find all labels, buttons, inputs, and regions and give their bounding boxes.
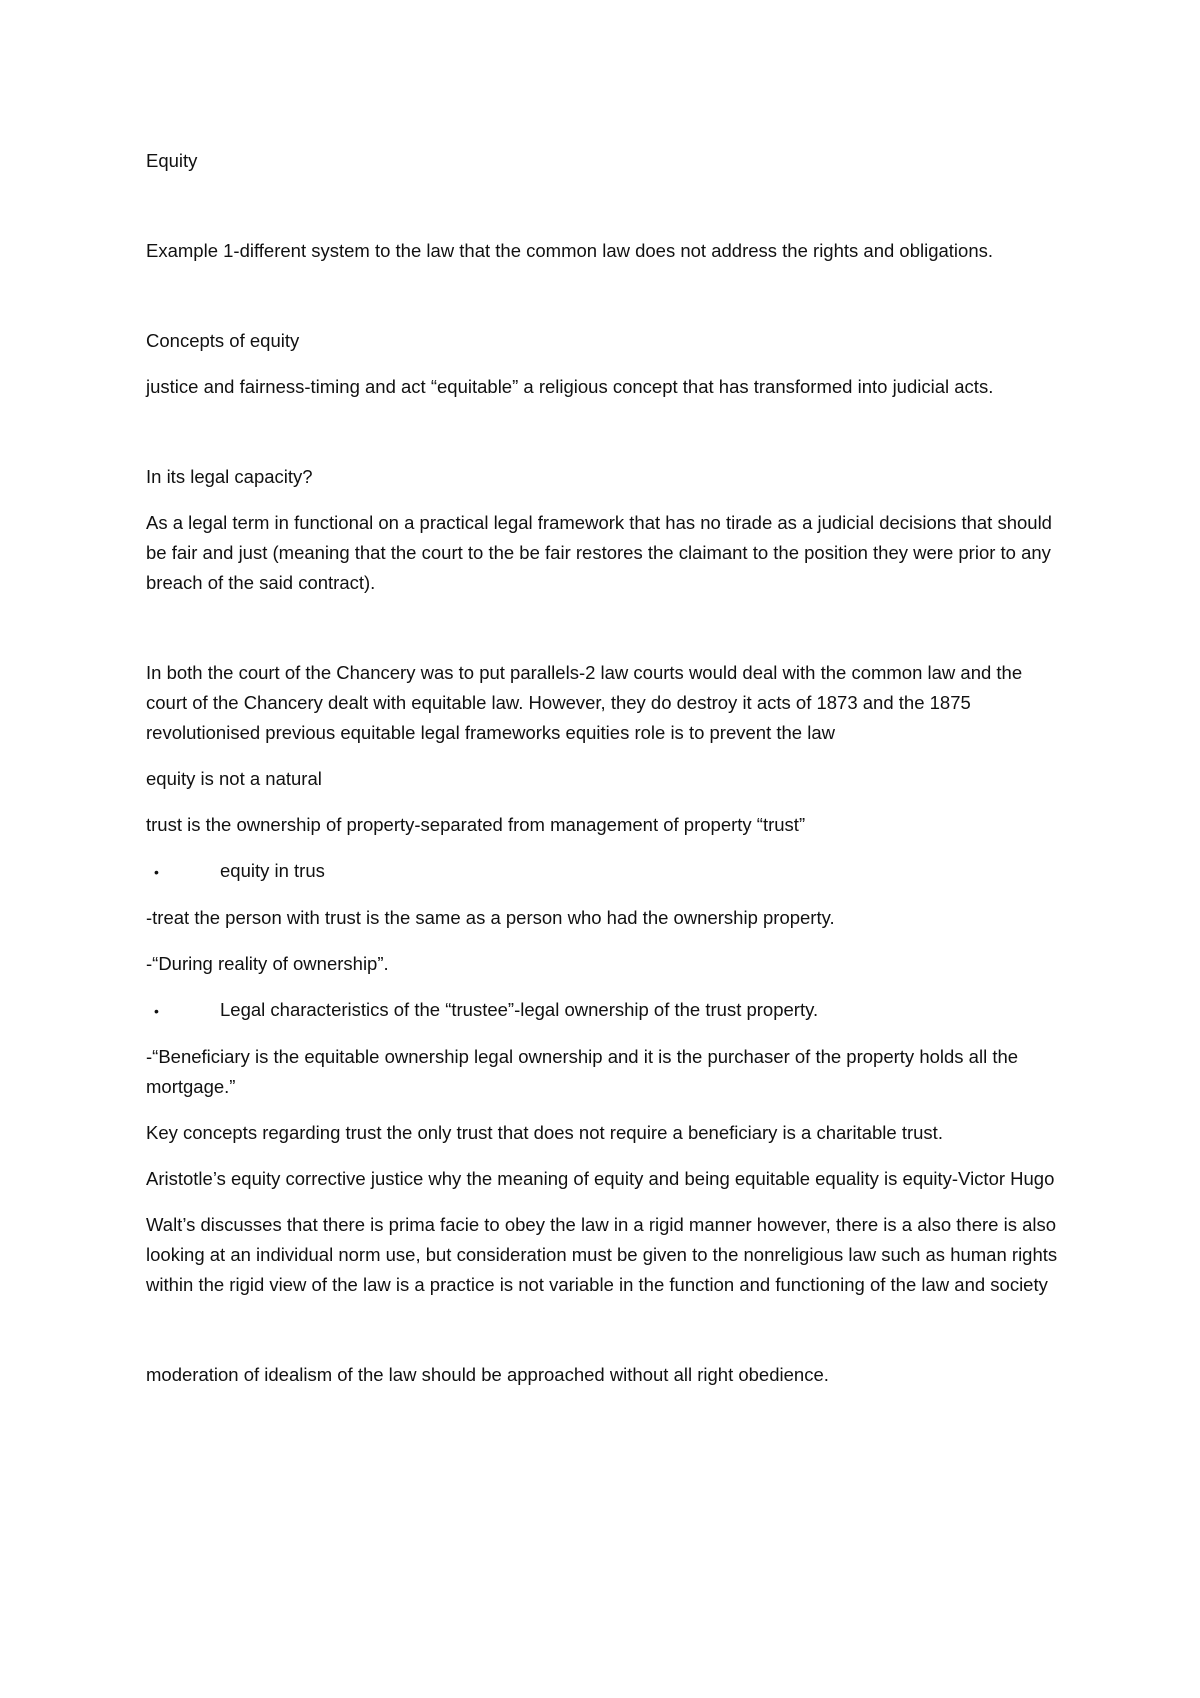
- paragraph-walt: Walt’s discusses that there is prima facie to obey the law in a rigid manner however, there is a also there is also looking at an individual norm use, but consideration must be given to the nonreligious law such as human rights within the rigid view of the law is a practice is not variable in the function and functioning of the law and society: [146, 1214, 1058, 1295]
- paragraph-key-concepts: Key concepts regarding trust the only trust that does not require a beneficiary is a charitable trust.: [146, 1122, 943, 1143]
- paragraph-trust-ownership: trust is the ownership of property-separated from management of property “trust”: [146, 814, 806, 835]
- paragraph-beneficiary: -“Beneficiary is the equitable ownership legal ownership and it is the purchaser of the property holds all the mortgage.”: [146, 1046, 1019, 1097]
- paragraph-during-reality: -“During reality of ownership”.: [146, 953, 389, 974]
- paragraph-aristotle: Aristotle’s equity corrective justice why the meaning of equity and being equitable equality is equity-Victor Hugo: [146, 1168, 1055, 1189]
- paragraph-court-of-chancery: In both the court of the Chancery was to put parallels-2 law courts would deal with the common law and the court of the Chancery dealt with equitable law. However, they do destroy it acts of 1873 and the 1875 revolutionised previous equitable legal frameworks equities role is to prevent the law: [146, 662, 1023, 743]
- bullet-item-trustee: [146, 995, 1066, 1026]
- bullet-item-equity-in-trust: [146, 856, 1066, 887]
- bullet-icon: •: [154, 1003, 159, 1019]
- heading-concepts-of-equity: Concepts of equity: [146, 330, 300, 351]
- document-title: Equity: [146, 150, 198, 171]
- bullet-text: equity in trus: [220, 860, 325, 881]
- bullet-icon: •: [154, 864, 159, 880]
- paragraph-legal-term: As a legal term in functional on a practical legal framework that has no tirade as a judicial decisions that should be fair and just (meaning that the court to the be fair restores the claimant to the position they were prior to any breach of the said contract).: [146, 512, 1052, 593]
- heading-legal-capacity: In its legal capacity?: [146, 466, 313, 487]
- paragraph-equity-not-natural: equity is not a natural: [146, 768, 322, 789]
- paragraph-moderation: moderation of idealism of the law should be approached without all right obedience.: [146, 1364, 829, 1385]
- paragraph-example-1: Example 1-different system to the law that the common law does not address the rights and obligations.: [146, 240, 994, 261]
- document-body: [146, 146, 1066, 1390]
- bullet-text: Legal characteristics of the “trustee”-legal ownership of the trust property.: [220, 999, 819, 1020]
- paragraph-justice-fairness: justice and fairness-timing and act “equitable” a religious concept that has transformed into judicial acts.: [146, 376, 994, 397]
- paragraph-treat-person: -treat the person with trust is the same as a person who had the ownership property.: [146, 907, 835, 928]
